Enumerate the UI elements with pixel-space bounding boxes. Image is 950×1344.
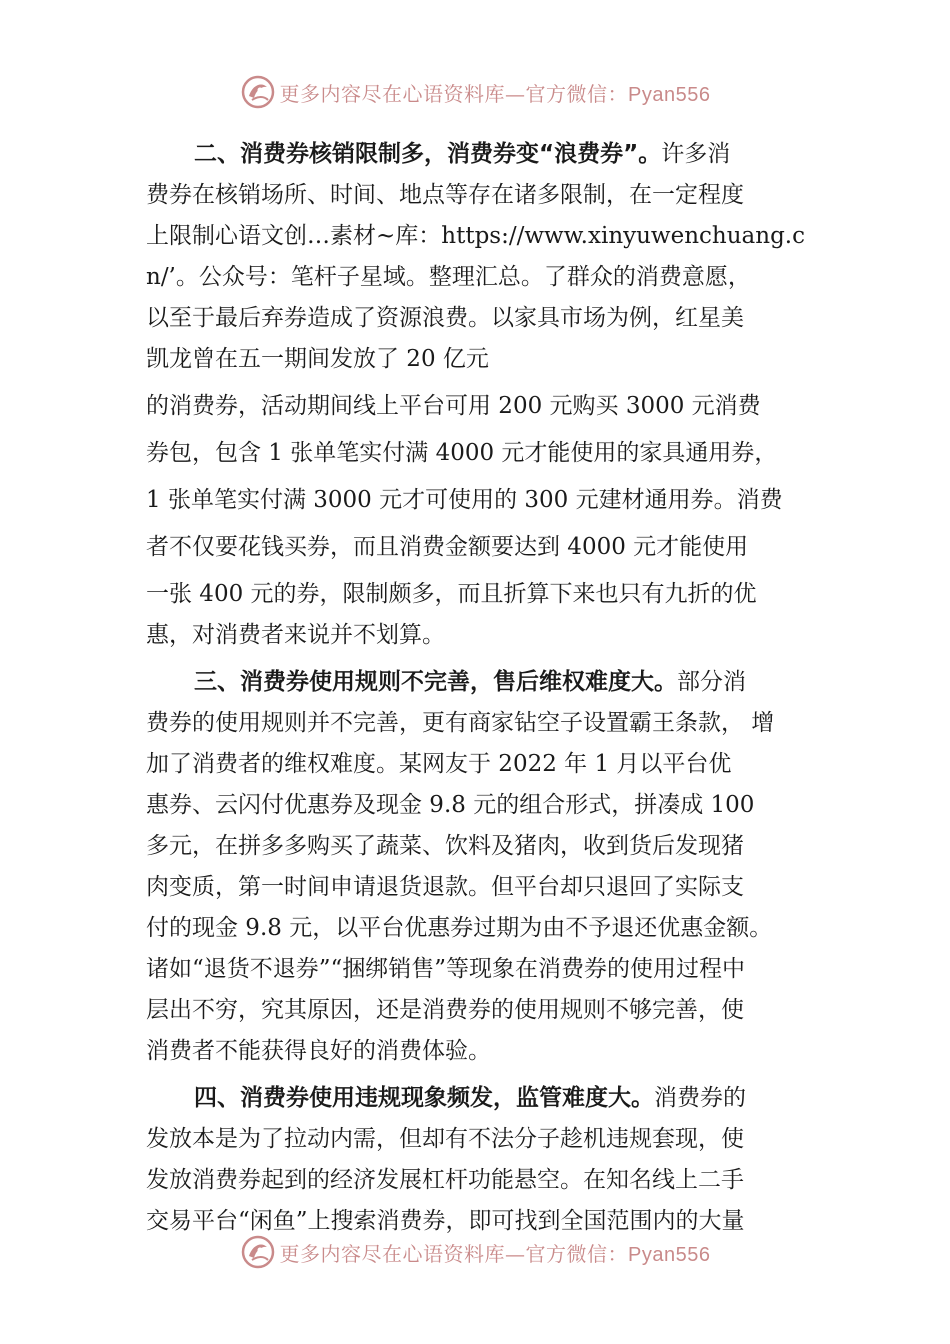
text-run: 许多消 bbox=[661, 141, 731, 167]
text-line: 者不仅要花钱买券，而且消费金额要达到 4000 元才能使用 bbox=[146, 534, 749, 560]
wechat-id: Pyan556 bbox=[628, 83, 711, 106]
text-line: 肉变质，第一时间申请退货退款。但平台却只退回了实际支 bbox=[146, 874, 744, 900]
text-line: 券包，包含 1 张单笔实付满 4000 元才能使用的家具通用券， bbox=[146, 440, 778, 466]
text-line: 发放本是为了拉动内需，但却有不法分子趁机违规套现，使 bbox=[146, 1126, 744, 1152]
text-line: 惠，对消费者来说并不划算。 bbox=[146, 622, 445, 648]
section-heading-2: 二、消费券核销限制多，消费券变“浪费券”。 bbox=[194, 141, 662, 167]
section-heading-3: 三、消费券使用规则不完善，售后维权难度大。 bbox=[194, 669, 677, 695]
text-line: 发放消费券起到的经济发展杠杆功能悬空。在知名线上二手 bbox=[146, 1167, 744, 1193]
wechat-id: Pyan556 bbox=[628, 1243, 711, 1266]
text-line: 费券的使用规则并不完善，更有商家钻空子设置霸王条款， 增 bbox=[146, 710, 775, 736]
paragraph-4-first-line bbox=[146, 1078, 814, 1119]
text-line: 层出不穷，究其原因，还是消费券的使用规则不够完善，使 bbox=[146, 997, 744, 1023]
text-line: 消费者不能获得良好的消费体验。 bbox=[146, 1038, 491, 1064]
flower-seal-logo-icon bbox=[240, 1234, 276, 1270]
footer-banner bbox=[0, 1232, 950, 1272]
banner-text: 更多内容尽在心语资料库—官方微信：Pyan556 bbox=[279, 81, 711, 106]
text-line: 交易平台“闲鱼”上搜索消费券，即可找到全国范围内的大量 bbox=[146, 1208, 745, 1234]
text-line: 多元，在拼多多购买了蔬菜、饮料及猪肉，收到货后发现猪 bbox=[146, 833, 744, 859]
paragraph-3-first-line bbox=[146, 662, 814, 703]
paragraph-2-first-line bbox=[146, 134, 814, 175]
text-line: 付的现金 9.8 元，以平台优惠券过期为由不予退还优惠金额。 bbox=[146, 915, 773, 941]
flower-seal-logo-icon bbox=[240, 74, 276, 110]
text-line: 惠券、云闪付优惠券及现金 9.8 元的组合形式，拼凑成 100 bbox=[146, 792, 755, 818]
text-line: 加了消费者的维权难度。某网友于 2022 年 1 月以平台优 bbox=[146, 751, 732, 777]
text-line: 上限制心语文创…素材~库：https://www.xinyuwenchuang.c bbox=[146, 223, 805, 249]
banner-text: 更多内容尽在心语资料库—官方微信：Pyan556 bbox=[279, 1241, 711, 1266]
text-line: 诸如“退货不退券”“捆绑销售”等现象在消费券的使用过程中 bbox=[146, 956, 746, 982]
text-line: 凯龙曾在五一期间发放了 20 亿元 bbox=[146, 346, 489, 372]
text-line: n/’。公众号：笔杆子星域。整理汇总。了群众的消费意愿， bbox=[146, 264, 751, 290]
text-run: 部分消 bbox=[677, 669, 746, 695]
text-line: 费券在核销场所、时间、地点等存在诸多限制，在一定程度 bbox=[146, 182, 744, 208]
text-line: 的消费券，活动期间线上平台可用 200 元购买 3000 元消费 bbox=[146, 393, 761, 419]
document-body bbox=[146, 134, 814, 1242]
header-banner bbox=[0, 72, 950, 112]
section-heading-4: 四、消费券使用违规现象频发，监管难度大。 bbox=[194, 1085, 654, 1111]
text-line: 1 张单笔实付满 3000 元才可使用的 300 元建材通用券。消费 bbox=[146, 487, 783, 513]
text-line: 一张 400 元的券，限制颇多，而且折算下来也只有九折的优 bbox=[146, 581, 757, 607]
text-line: 以至于最后弃券造成了资源浪费。以家具市场为例，红星美 bbox=[146, 305, 744, 331]
text-run: 消费券的 bbox=[654, 1085, 746, 1111]
